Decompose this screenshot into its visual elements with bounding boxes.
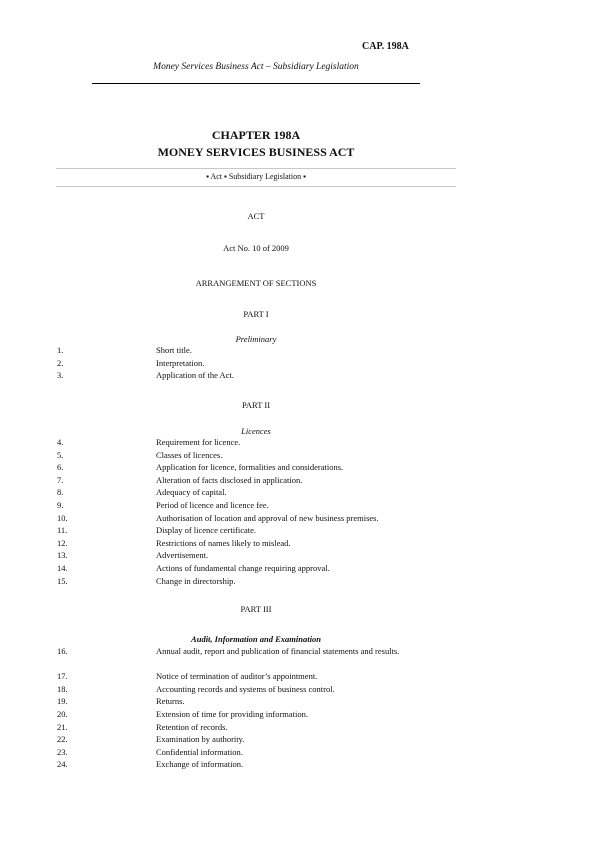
section-title: Retention of records. (156, 721, 228, 732)
header-divider (92, 83, 420, 84)
section-row[interactable] (57, 721, 457, 734)
section-number: 22. (57, 734, 68, 745)
section-number: 18. (57, 683, 68, 694)
section-row[interactable] (57, 645, 457, 670)
section-number: 16. (57, 646, 68, 656)
section-number: 13. (57, 550, 68, 561)
section-list-part-1 (57, 344, 457, 382)
part-subtitle: Preliminary (235, 334, 277, 344)
section-row[interactable] (57, 499, 457, 512)
section-row[interactable] (57, 683, 457, 696)
section-row[interactable] (57, 537, 457, 550)
section-title: Interpretation. (156, 357, 205, 368)
section-row[interactable] (57, 449, 457, 462)
section-title: Restrictions of names likely to mislead. (156, 537, 291, 548)
section-number: 4. (57, 437, 64, 447)
section-number: 21. (57, 721, 68, 732)
section-title: Examination by authority. (156, 734, 245, 745)
section-row[interactable] (57, 758, 457, 771)
section-title: Change in directorship. (156, 575, 236, 586)
section-title: Returns. (156, 696, 185, 707)
section-title: Exchange of information. (156, 759, 244, 770)
chapter-number: CHAPTER 198A (211, 128, 301, 142)
section-number: 7. (57, 474, 64, 485)
section-row[interactable] (57, 357, 457, 370)
section-number: 5. (57, 449, 64, 460)
section-row[interactable] (57, 670, 457, 683)
section-number: 1. (57, 345, 64, 355)
part-label: PART I (243, 309, 269, 319)
part-subtitle: Licences (241, 426, 271, 436)
nav-divider-top (56, 168, 456, 169)
section-title: Classes of licences. (156, 449, 223, 460)
section-row[interactable] (57, 369, 457, 382)
section-title: Extension of time for providing information. (156, 708, 309, 719)
section-number: 24. (57, 759, 68, 770)
nav-divider-bottom (56, 186, 456, 187)
section-title: Application of the Act. (156, 370, 234, 381)
section-number: 8. (57, 487, 64, 498)
section-row[interactable] (57, 746, 457, 759)
section-number: 11. (57, 525, 68, 536)
act-name: MONEY SERVICES BUSINESS ACT (157, 145, 355, 159)
section-row[interactable] (57, 549, 457, 562)
section-title: Requirement for licence. (156, 437, 241, 447)
section-title: Period of licence and licence fee. (156, 499, 269, 510)
section-title: Alteration of facts disclosed in application. (156, 474, 303, 485)
section-number: 23. (57, 746, 68, 757)
section-title: Advertisement. (156, 550, 209, 561)
section-number: 9. (57, 499, 64, 510)
section-title: Authorisation of location and approval of new business premises. (156, 512, 379, 523)
section-title: Notice of termination of auditor’s appointment. (156, 671, 318, 682)
section-title: Confidential information. (156, 746, 243, 757)
section-title: Annual audit, report and publication of financial statements and results. (156, 646, 400, 656)
section-list-part-3 (57, 645, 457, 771)
chapter-title (56, 127, 456, 161)
section-row[interactable] (57, 344, 457, 357)
part-label: PART III (240, 604, 272, 614)
section-row[interactable] (57, 562, 457, 575)
section-number: 12. (57, 537, 68, 548)
section-row[interactable] (57, 524, 457, 537)
section-number: 19. (57, 696, 68, 707)
section-row[interactable] (57, 512, 457, 525)
section-number: 17. (57, 671, 68, 682)
section-row[interactable] (57, 436, 457, 449)
section-row[interactable] (57, 708, 457, 721)
section-list-part-2 (57, 436, 457, 587)
section-row[interactable] (57, 486, 457, 499)
section-title: Application for licence, formalities and considerations. (156, 462, 344, 473)
section-row[interactable] (57, 733, 457, 746)
document-navigation[interactable]: ▪ Act ▪ Subsidiary Legislation ▪ (206, 172, 306, 181)
section-title: Adequacy of capital. (156, 487, 227, 498)
cap-number: CAP. 198A (362, 41, 409, 52)
act-heading: ACT (247, 211, 265, 221)
part-subtitle: Audit, Information and Examination (191, 634, 321, 644)
section-title: Short title. (156, 345, 192, 355)
part-label: PART II (241, 400, 271, 410)
running-title: Money Services Business Act – Subsidiary Legislation (153, 62, 359, 72)
section-title: Display of licence certificate. (156, 525, 257, 536)
act-number: Act No. 10 of 2009 (223, 243, 289, 253)
section-row[interactable] (57, 474, 457, 487)
section-title: Actions of fundamental change requiring approval. (156, 562, 330, 573)
section-number: 10. (57, 512, 68, 523)
section-number: 3. (57, 370, 64, 381)
section-number: 15. (57, 575, 68, 586)
arrangement-heading: ARRANGEMENT OF SECTIONS (195, 278, 317, 288)
section-number: 20. (57, 708, 68, 719)
section-number: 2. (57, 357, 64, 368)
section-number: 6. (57, 462, 64, 473)
section-row[interactable] (57, 575, 457, 588)
section-title: Accounting records and systems of business control. (156, 683, 335, 694)
section-row[interactable] (57, 695, 457, 708)
section-row[interactable] (57, 461, 457, 474)
section-number: 14. (57, 562, 68, 573)
